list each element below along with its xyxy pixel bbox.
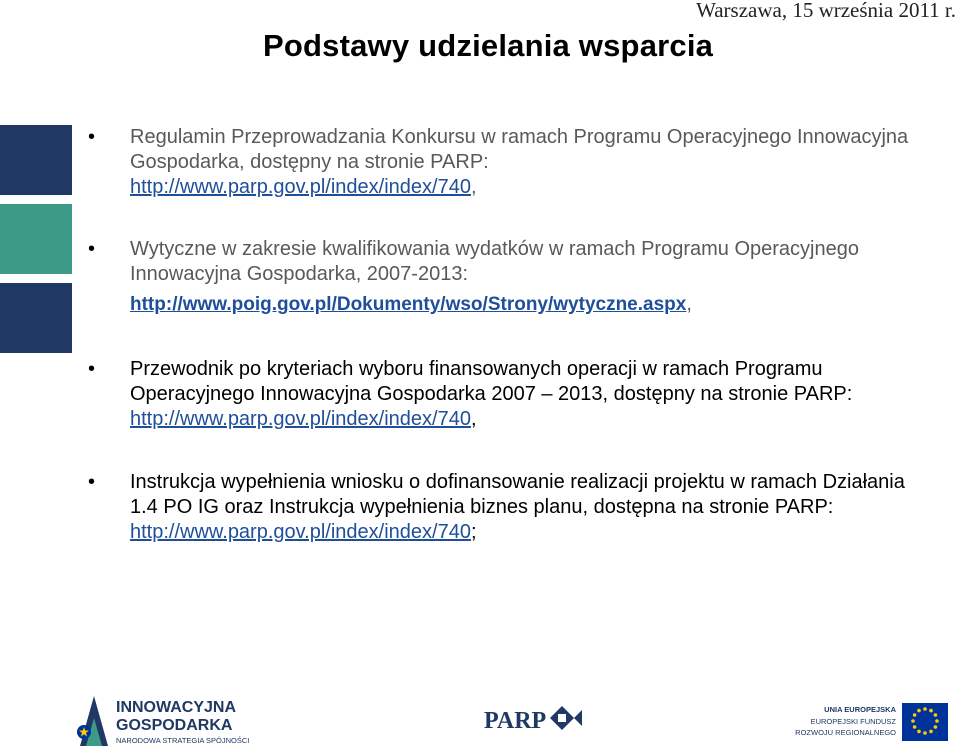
bullet-icon: • xyxy=(88,126,96,148)
item-text: Przewodnik po kryteriach wyboru finansowanych operacji w ramach Programu Operacyjnego Innowacyjna Gospodarka 2007 – 2013, dostępny na stronie PARP: xyxy=(130,358,853,405)
side-block-navy-top xyxy=(0,125,72,195)
item-suffix: , xyxy=(686,293,692,315)
side-block-navy-bottom xyxy=(0,283,72,353)
parp-logo-text: PARP xyxy=(484,708,547,734)
parp-link[interactable]: http://www.parp.gov.pl/index/index/740 xyxy=(130,408,471,430)
side-block-teal xyxy=(0,204,72,274)
ig-logo-line2: GOSPODARKA xyxy=(116,717,233,734)
item-text: Instrukcja wypełnienia wniosku o dofinansowanie realizacji projektu w ramach Działania 1.4 PO IG oraz Instrukcja wypełnienia biznes planu, dostępna na stronie PARP: xyxy=(130,471,905,518)
list-item xyxy=(88,237,930,317)
ig-logo-line1: INNOWACYJNA xyxy=(116,699,237,716)
list-item xyxy=(88,357,930,432)
innowacyjna-gospodarka-logo xyxy=(72,688,272,748)
item-text: Wytyczne w zakresie kwalifikowania wydatków w ramach Programu Operacyjnego Innowacyjna Gospodarka, 2007-2013: xyxy=(130,238,859,285)
document-date: Warszawa, 15 września 2011 r. xyxy=(696,0,956,22)
item-suffix: , xyxy=(470,176,477,198)
parp-square-icon xyxy=(558,714,566,722)
bullet-icon: • xyxy=(88,358,96,380)
bullet-icon: • xyxy=(88,238,96,260)
slide-title: Podstawy udzielania wsparcia xyxy=(263,28,714,63)
bullet-icon: • xyxy=(88,471,96,493)
item-suffix: , xyxy=(470,408,477,430)
parp-link[interactable]: http://www.parp.gov.pl/index/index/740 xyxy=(130,176,471,198)
eu-text-line1: UNIA EUROPEJSKA xyxy=(824,705,896,714)
eu-text-line2: EUROPEJSKI FUNDUSZ xyxy=(810,717,896,726)
parp-arrow-icon xyxy=(574,710,582,726)
parp-logo xyxy=(484,700,594,740)
list-item xyxy=(88,125,930,200)
poig-link[interactable]: http://www.poig.gov.pl/Dokumenty/wso/Strony/wytyczne.aspx xyxy=(130,294,687,315)
list-item xyxy=(88,470,930,545)
ig-logo-tagline: NARODOWA STRATEGIA SPÓJNOŚCI xyxy=(116,736,250,745)
item-text: Regulamin Przeprowadzania Konkursu w ramach Programu Operacyjnego Innowacyjna Gospodarka, dostępny na stronie PARP: xyxy=(130,126,909,173)
parp-link[interactable]: http://www.parp.gov.pl/index/index/740 xyxy=(130,521,471,543)
item-suffix: ; xyxy=(470,521,477,543)
eu-text-line3: ROZWOJU REGIONALNEGO xyxy=(795,728,896,737)
eu-logo xyxy=(792,700,952,745)
